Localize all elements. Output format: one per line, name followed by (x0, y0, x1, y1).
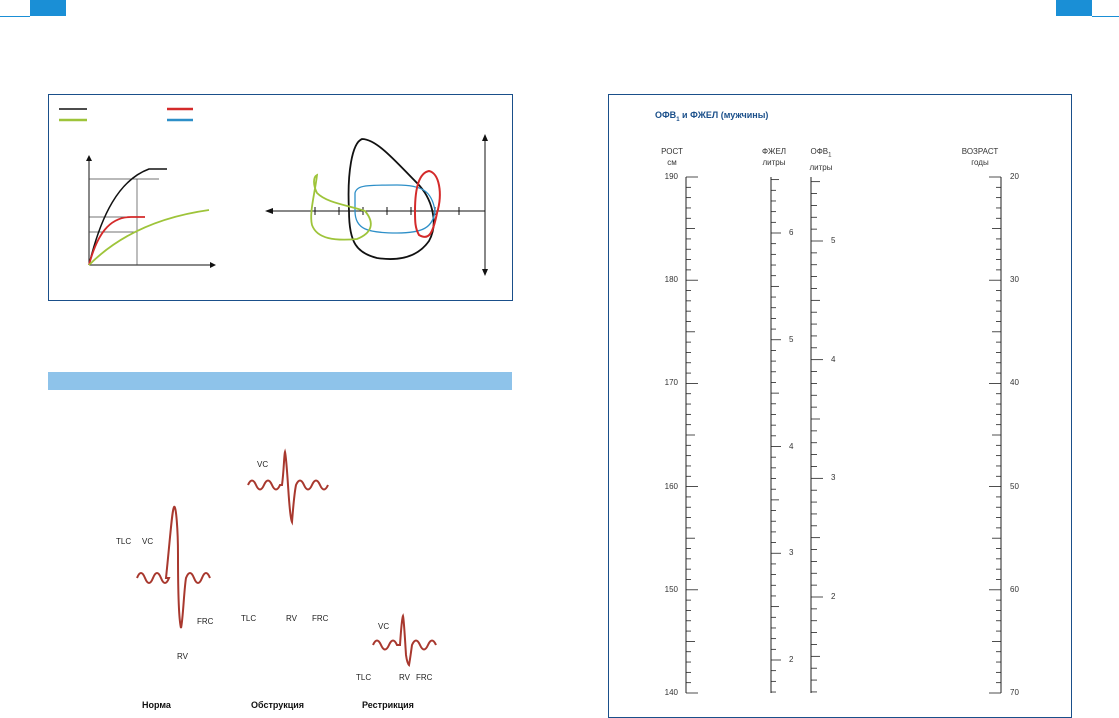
normal-frc-label: FRC (197, 617, 214, 626)
height-tick-label: 170 (664, 378, 678, 388)
age-tick-label: 20 (1010, 172, 1019, 181)
age-tick-label: 30 (1010, 275, 1019, 285)
nomogram-title-rest: и ФЖЕЛ (мужчины) (679, 110, 769, 120)
obstruction-rv-label: RV (286, 614, 297, 623)
age-tick-label: 60 (1010, 584, 1019, 594)
fvc-tick-label: 4 (789, 441, 794, 451)
age-header-1: ВОЗРАСТ (961, 147, 999, 156)
height-tick-label: 160 (664, 481, 678, 491)
nomogram-title-main: ОФВ (655, 110, 677, 120)
height-header-1: РОСТ (661, 147, 683, 156)
caption-obstruction: Обструкция (251, 700, 305, 710)
fev-header-1-main: ОФВ (810, 147, 829, 156)
fev-header-2: литры (809, 162, 833, 172)
fvc-header-1: ФЖЕЛ (761, 147, 787, 156)
restriction-frc-label: FRC (416, 673, 433, 682)
height-tick-label: 180 (664, 275, 678, 285)
height-header-2: см (667, 158, 677, 167)
age-tick-label: 50 (1010, 481, 1019, 491)
height-tick-label: 140 (664, 688, 678, 697)
fev-tick-label: 2 (831, 592, 836, 601)
fvc-tick-label: 5 (789, 334, 794, 344)
fev-tick-label: 5 (831, 236, 836, 245)
fev-tick-label: 3 (831, 473, 836, 483)
height-tick-label: 190 (664, 172, 678, 181)
restriction-tlc-label: TLC (356, 673, 372, 682)
fvc-tick-label: 3 (789, 548, 794, 558)
age-tick-label: 70 (1010, 688, 1019, 697)
fvc-tick-label: 2 (789, 655, 794, 664)
nomogram-title-sub: 1 (676, 116, 680, 123)
fev-header-1-sub: 1 (828, 152, 832, 159)
fvc-header-2: литры (762, 158, 786, 167)
normal-rv-label: RV (177, 652, 188, 661)
obstruction-frc-label: FRC (312, 614, 329, 623)
fvc-tick-label: 6 (789, 228, 794, 237)
fev-tick-label: 4 (831, 354, 836, 364)
caption-normal: Норма (142, 700, 171, 710)
age-tick-label: 40 (1010, 378, 1019, 388)
age-header-2: годы (971, 158, 989, 167)
restriction-rv-label: RV (399, 673, 410, 682)
caption-restriction: Рестрикция (362, 700, 414, 710)
restriction-vc-label: VC (378, 622, 390, 631)
obstruction-tlc-label: TLC (241, 614, 257, 623)
height-tick-label: 150 (664, 584, 678, 594)
obstruction-vc-label: VC (257, 460, 269, 469)
normal-vc-label: VC (142, 537, 154, 546)
normal-tlc-label: TLC (116, 537, 132, 546)
